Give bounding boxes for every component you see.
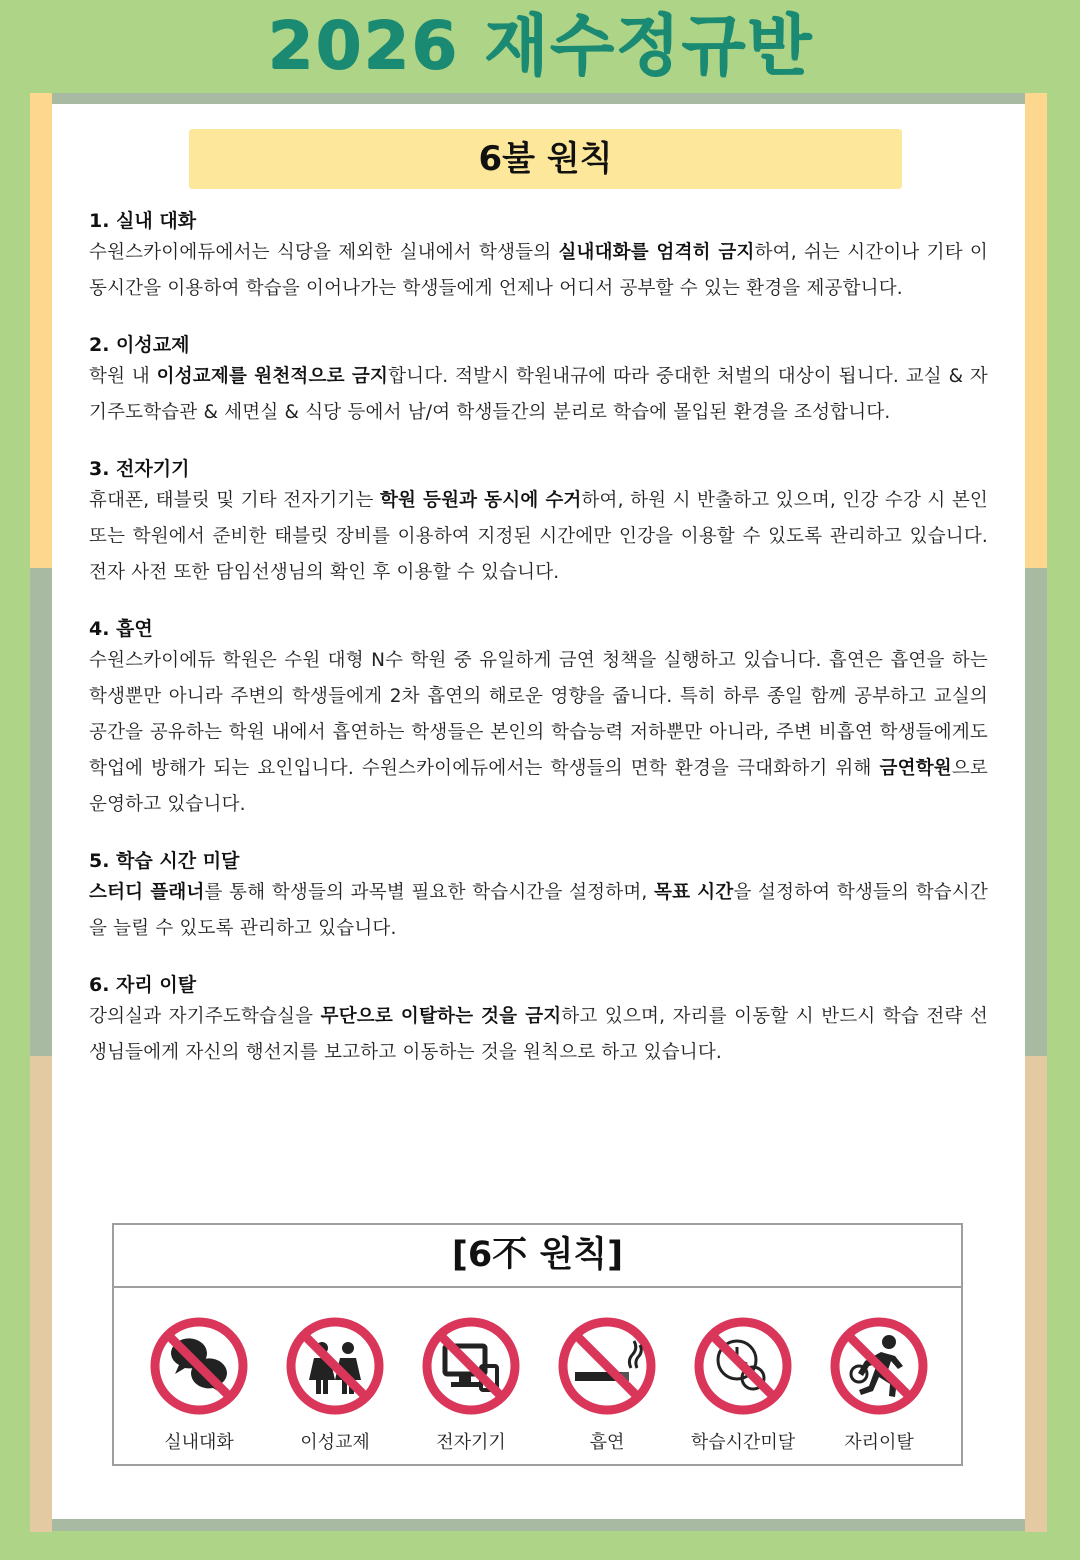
top-border-bar (52, 93, 1025, 104)
bottom-border-bar (52, 1519, 1025, 1531)
rule-body (89, 359, 988, 431)
rule-text: 하여, 쉬는 시간이나 기타 이동시간을 이용하여 학습을 이어나가는 학생들에게 언제나 어디서 공부할 수 있는 환경을 제공합니다. (89, 242, 989, 299)
rule-text: 수원스카이에듀 학원은 수원 대형 N수 학원 중 유일하게 금연 청책을 실행하고 있습니다. 흡연은 흡연을 하는 학생뿐만 아니라 주변의 학생들에게 2차 흡연의 해로운 영향을 줍니다. 특히 하루 종일 함께 공부하고 교실의 공간을 공유하는 학원 내에서 흡연하는 학생들은 본인의 학습능력 저하뿐만 아니라, 주변 비흡연 학생들에게도 학업에 방해가 되는 요인입니다. 수원스카이에듀에서는 학생들의 면학 환경을 극대화하기 위해 (89, 650, 988, 779)
rule-body (89, 483, 988, 591)
prohibition-item (819, 1316, 939, 1454)
prohibition-label: 실내대화 (164, 1432, 234, 1453)
prohibition-item (275, 1316, 395, 1454)
rule-heading: 5. 학습 시간 미달 (89, 850, 240, 872)
prohibition-label: 전자기기 (436, 1432, 506, 1453)
prohibition-label: 자리이탈 (844, 1432, 914, 1453)
rule-text: 수원스카이에듀에서는 식당을 제외한 실내에서 학생들의 (89, 242, 559, 263)
rule-text: 학원 내 (89, 366, 157, 387)
prohibition-item (411, 1316, 531, 1454)
page-title: 2026 재수정규반 (267, 7, 813, 84)
no-smoking-icon (557, 1316, 657, 1416)
rule-section (89, 615, 988, 823)
rule-heading: 6. 자리 이탈 (89, 974, 197, 996)
rule-emphasis: 무단으로 이탈하는 것을 금지 (320, 1006, 562, 1027)
rule-emphasis: 목표 시간 (654, 882, 734, 903)
rule-text: 합니다. 적발시 학원내규에 따라 중대한 처벌의 대상이 됩니다. 교실 & 자기주도학습관 & 세면실 & 식당 등에서 남/여 학생들간의 분리로 학습에 몰입된 환경을 조성합니다. (89, 366, 988, 423)
rule-text: 으로 운영하고 있습니다. (89, 758, 988, 815)
no-time-shortage-icon (693, 1316, 793, 1416)
prohibition-label: 이성교제 (300, 1432, 370, 1453)
rule-emphasis: 금연학원 (879, 758, 952, 779)
rule-text: 을 설정하여 학생들의 학습시간을 늘릴 수 있도록 관리하고 있습니다. (89, 882, 989, 939)
rule-section (89, 331, 988, 431)
rule-heading: 1. 실내 대화 (89, 210, 197, 232)
rule-body (89, 875, 988, 947)
no-talking-icon (149, 1316, 249, 1416)
rule-emphasis: 스터디 플래너 (89, 882, 205, 903)
rule-emphasis: 학원 등원과 동시에 수거 (379, 490, 582, 511)
prohibition-item (547, 1316, 667, 1454)
rule-section (89, 847, 988, 947)
rule-body (89, 235, 988, 307)
rule-body (89, 999, 988, 1071)
rules-sections (89, 207, 988, 1095)
rule-section (89, 971, 988, 1071)
no-dating-icon (285, 1316, 385, 1416)
rule-emphasis: 이성교제를 원천적으로 금지 (156, 366, 389, 387)
rule-text: 휴대폰, 태블릿 및 기타 전자기기는 (89, 490, 380, 511)
rule-section (89, 207, 988, 307)
rule-body (89, 643, 988, 823)
left-stripe-yellow (30, 93, 52, 568)
no-electronics-icon (421, 1316, 521, 1416)
document-paper (52, 104, 1025, 1519)
prohibition-icons-row (114, 1288, 961, 1464)
left-stripe-tan (30, 1056, 52, 1532)
six-rules-box (112, 1223, 963, 1466)
no-leaving-seat-icon (829, 1316, 929, 1416)
rule-text: 강의실과 자기주도학습실을 (89, 1006, 321, 1027)
rule-heading: 4. 흡연 (89, 618, 153, 640)
rule-emphasis: 실내대화를 엄격히 금지 (558, 242, 755, 263)
principles-banner: 6불 원칙 (189, 129, 902, 189)
rule-text: 를 통해 학생들의 과목별 필요한 학습시간을 설정하며, (204, 882, 655, 903)
prohibition-item (683, 1316, 803, 1454)
left-stripe-sage (30, 568, 52, 1056)
rule-text: 하여, 하원 시 반출하고 있으며, 인강 수강 시 본인 또는 학원에서 준비한 태블릿 장비를 이용하여 지정된 시간에만 인강을 이용할 수 있도록 관리하고 있습니다. 전자 사전 또한 담임선생님의 확인 후 이용할 수 있습니다. (89, 490, 988, 583)
six-rules-title: [6不 원칙] (114, 1225, 961, 1288)
rule-heading: 3. 전자기기 (89, 458, 190, 480)
prohibition-label: 학습시간미달 (690, 1432, 796, 1453)
rule-section (89, 455, 988, 591)
prohibition-label: 흡연 (589, 1432, 625, 1453)
rule-text: 하고 있으며, 자리를 이동할 시 반드시 학습 전략 선생님들에게 자신의 행선지를 보고하고 이동하는 것을 원칙으로 하고 있습니다. (89, 1006, 988, 1063)
rule-heading: 2. 이성교제 (89, 334, 190, 356)
prohibition-item (139, 1316, 259, 1454)
right-stripe-sage (1025, 568, 1047, 1056)
right-stripe-yellow (1025, 93, 1047, 568)
right-stripe-tan (1025, 1056, 1047, 1532)
